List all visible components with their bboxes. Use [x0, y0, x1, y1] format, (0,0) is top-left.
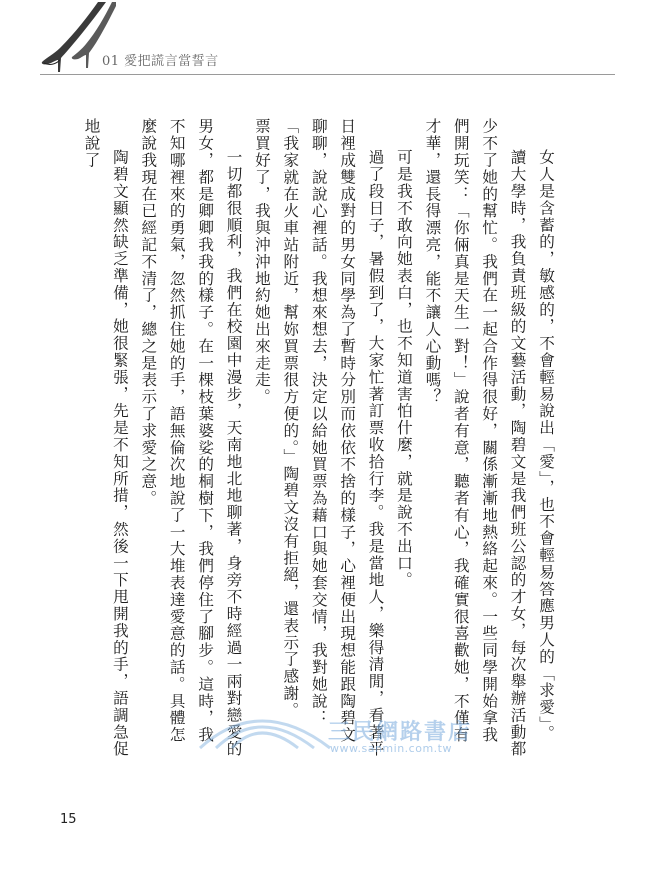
- page-number: 15: [60, 812, 77, 827]
- chapter-header: 01 愛把謊言當誓言: [102, 54, 219, 69]
- header-rule: [40, 74, 615, 75]
- paragraph: 票買好了，我與沖沖地約她出來走走。: [252, 118, 271, 406]
- paragraph: 過了段日子，暑假到了，大家忙著訂票收拾行李。我是當地人，樂得清閒，看著平日裡成雙成對的男女同學為了暫時分別而依依不捨的樣子，心裡便出現想能跟陶碧文聊聊，說說心裡話。我想來想去，決定以給她買票為藉口與她套交情，我對她說：「我家就在火車站附近，幫妳買票很方便的。」陶碧文沒有拒絕，還表示了感謝。: [281, 118, 385, 758]
- paragraph: 女人是含蓄的，敏感的，不會輕易說出「愛」，也不會輕易答應男人的「求愛」。: [537, 149, 555, 742]
- paragraph: 陶碧文顯然缺乏準備，她很緊張，先是不知所措，然後一下甩開我的手，語調急促地說了: [82, 118, 129, 758]
- paragraph: 可是我不敢向她表白，也不知道害怕什麼，就是說不出口。: [394, 149, 413, 589]
- watermark-url: www.sanmin.com.tw: [330, 742, 452, 755]
- paragraph: 一切都很順利，我們在校園中漫步，天南地北地聊著，身旁不時經過一兩對戀愛的男女，都是卿卿我我的樣子。在一棵枝葉婆娑的桐樹下，我們停住了腳步。這時，我不知哪裡來的勇氣，忽然抓住她的手，語無倫次地說了一大堆表達愛意的話。具體怎麼說我現在已經記不清了，總之是表示了求愛之意。: [139, 118, 243, 758]
- body-text: [80, 118, 560, 758]
- watermark-text: 三民網路書店: [328, 720, 473, 745]
- paragraph: 讀大學時，我負責班級的文藝活動，陶碧文是我們班公認的才女，每次舉辦活動都少不了她的幫忙。我們在一起合作得很好，關係漸漸地熱絡起來。一些同學開始拿我們開玩笑：「你倆真是天生一對！」說者有意，聽者有心，我確實很喜歡她，不僅有才華，還長得漂亮，能不讓人心動嗎？: [423, 118, 527, 758]
